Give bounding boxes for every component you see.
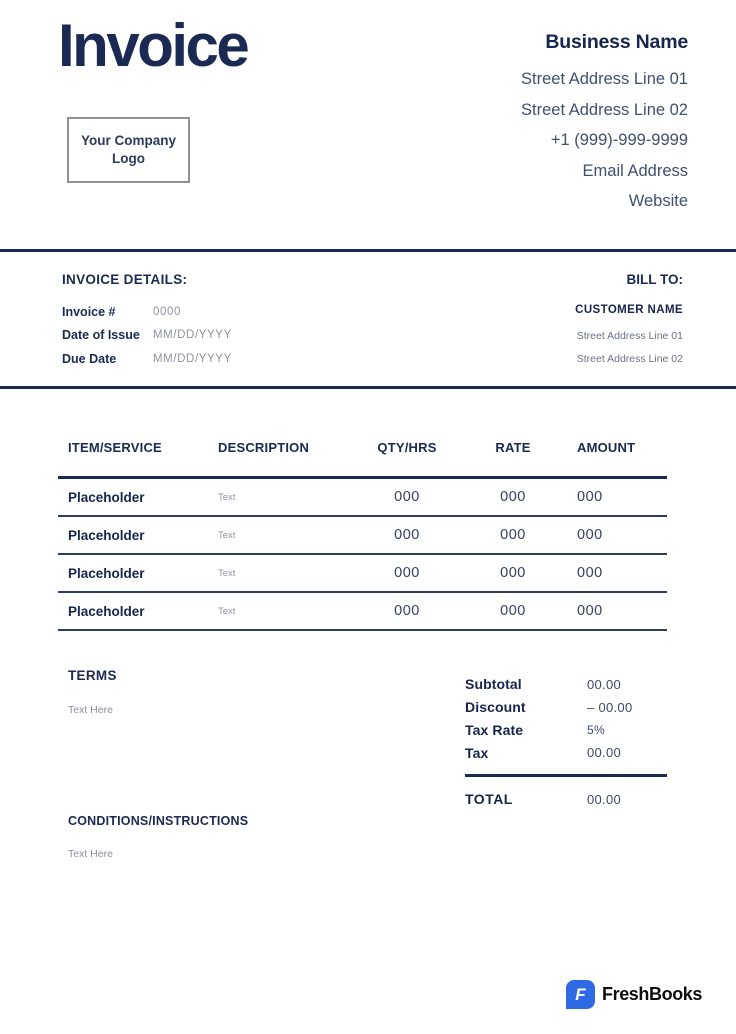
company-logo-label: Your Company Logo: [80, 132, 176, 166]
freshbooks-wordmark: FreshBooks: [602, 984, 703, 1004]
date-of-issue-value: MM/DD/YYYY: [153, 329, 232, 342]
table-row: [58, 517, 667, 555]
tax-row: [465, 741, 667, 764]
business-address-line-1: Street Address Line 01: [521, 70, 688, 88]
business-website: Website: [628, 192, 688, 210]
tax-rate-row: [465, 719, 667, 742]
conditions-text: Text Here: [68, 848, 113, 860]
rate-cell: 000: [500, 603, 526, 619]
tax-rate-value: 5%: [587, 722, 605, 737]
business-phone: +1 (999)-999-9999: [550, 131, 688, 149]
qty-cell: 000: [394, 489, 420, 505]
invoice-number-value: 0000: [153, 305, 181, 318]
item-cell: Placeholder: [68, 527, 145, 543]
tax-rate-label: Tax Rate: [465, 721, 524, 738]
description-cell: Text: [218, 529, 236, 541]
subtotal-label: Subtotal: [465, 676, 522, 693]
date-of-issue-row: [62, 324, 232, 348]
totals-block: [465, 673, 667, 807]
col-header-description: DESCRIPTION: [218, 440, 310, 455]
qty-cell: 000: [394, 565, 420, 581]
subtotal-row: [465, 673, 667, 696]
item-cell: Placeholder: [68, 565, 145, 581]
due-date-label: Due Date: [62, 351, 117, 366]
freshbooks-logo[interactable]: [566, 980, 702, 1009]
page-title: Invoice: [58, 12, 248, 79]
subtotal-value: 00.00: [587, 676, 622, 692]
total-label: TOTAL: [465, 791, 513, 808]
terms-text: Text Here: [68, 704, 113, 716]
invoice-number-row: [62, 300, 232, 324]
col-header-rate: RATE: [495, 440, 531, 455]
description-cell: Text: [218, 491, 236, 503]
table-row: [58, 593, 667, 631]
table-row: [58, 479, 667, 517]
freshbooks-f-icon: [566, 980, 595, 1009]
item-cell: Placeholder: [68, 603, 145, 619]
col-header-item-service: ITEM/SERVICE: [68, 440, 162, 455]
billing-address-line-1: Street Address Line 01: [576, 330, 683, 342]
tax-value: 00.00: [587, 745, 622, 761]
total-value: 00.00: [587, 791, 622, 807]
discount-value: – 00.00: [587, 699, 633, 715]
qty-cell: 000: [394, 603, 420, 619]
rate-cell: 000: [500, 527, 526, 543]
description-cell: Text: [218, 605, 236, 617]
col-header-qty-hrs: QTY/HRS: [377, 440, 437, 455]
amount-cell: 000: [577, 489, 603, 505]
total-row: [465, 791, 667, 807]
customer-name: CUSTOMER NAME: [575, 304, 683, 316]
qty-cell: 000: [394, 527, 420, 543]
business-address-line-2: Street Address Line 02: [521, 100, 688, 119]
table-row: [58, 555, 667, 593]
rate-cell: 000: [500, 565, 526, 581]
bill-to-block: [575, 272, 683, 371]
amount-cell: 000: [577, 565, 603, 581]
conditions-section: [68, 814, 248, 860]
terms-section: [68, 668, 117, 716]
col-header-amount: AMOUNT: [577, 440, 636, 455]
tax-label: Tax: [465, 744, 489, 761]
invoice-number-label: Invoice #: [62, 304, 116, 319]
business-info-block: [521, 31, 688, 217]
billing-address-line-2: Street Address Line 02: [576, 353, 683, 365]
amount-cell: 000: [577, 603, 603, 619]
due-date-value: MM/DD/YYYY: [153, 352, 232, 365]
rate-cell: 000: [500, 489, 526, 505]
amount-cell: 000: [577, 527, 603, 543]
invoice-details-heading: INVOICE DETAILS:: [62, 272, 188, 287]
freshbooks-icon-letter: F: [575, 984, 586, 1004]
date-of-issue-label: Date of Issue: [62, 328, 140, 343]
business-name: Business Name: [545, 31, 688, 53]
discount-row: [465, 696, 667, 719]
total-divider: [465, 774, 667, 777]
discount-label: Discount: [465, 699, 526, 716]
due-date-row: [62, 347, 232, 371]
bill-to-heading: BILL TO:: [626, 272, 683, 287]
terms-heading: TERMS: [68, 668, 117, 683]
description-cell: Text: [218, 567, 236, 579]
item-cell: Placeholder: [68, 489, 145, 505]
company-logo-placeholder: [67, 117, 190, 183]
invoice-details-block: [62, 272, 232, 371]
business-email: Email Address: [582, 161, 688, 180]
table-header-row: [58, 430, 667, 479]
line-items-table: [58, 430, 667, 631]
conditions-heading: CONDITIONS/INSTRUCTIONS: [68, 814, 249, 828]
invoice-details-band: [0, 249, 736, 389]
